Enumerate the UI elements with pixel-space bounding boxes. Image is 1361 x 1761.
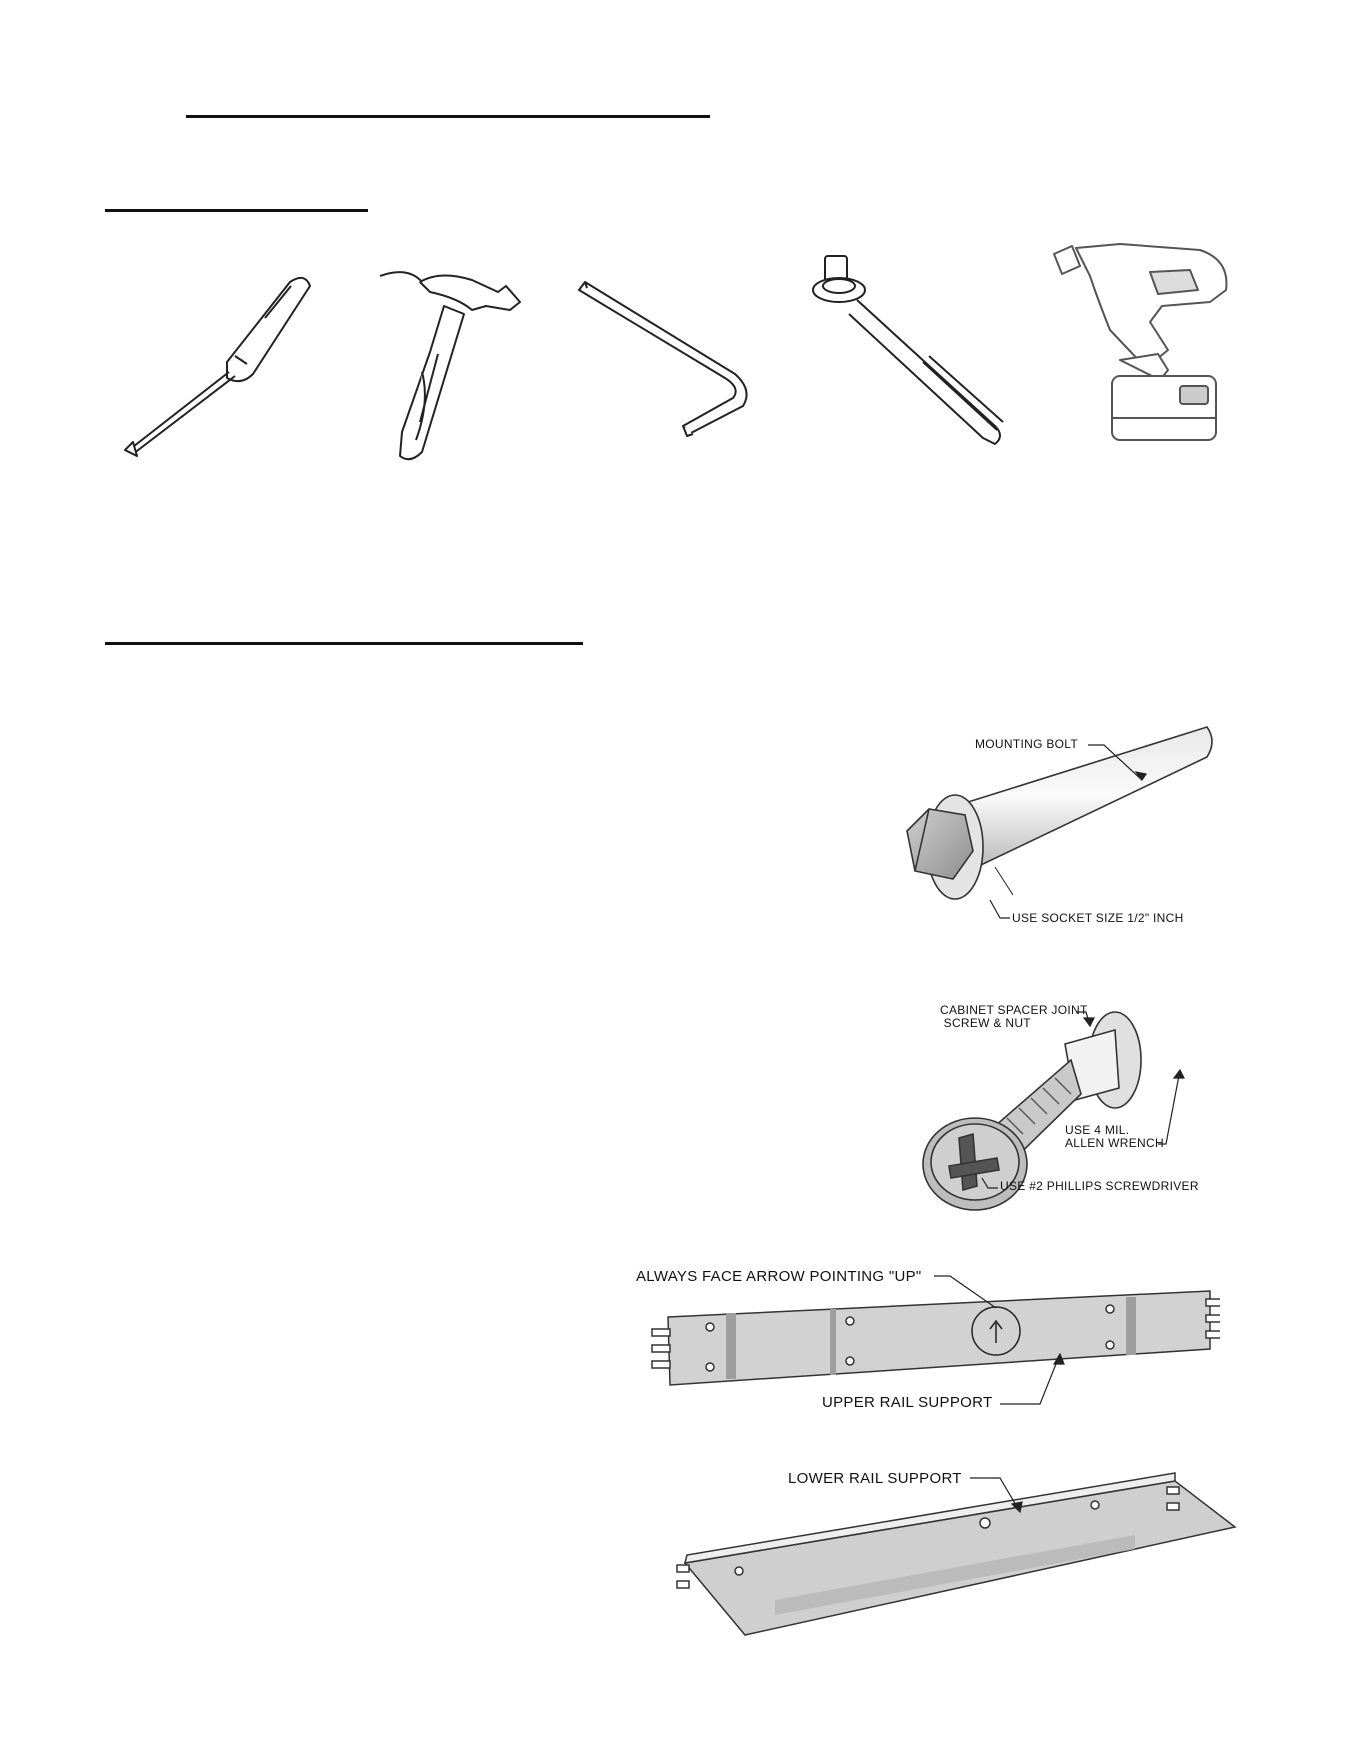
- title-underline: [186, 115, 710, 118]
- upper-rail-support-illustration: [650, 1285, 1220, 1395]
- allen-key-icon: [575, 278, 775, 438]
- cordless-drill-icon: [1050, 240, 1250, 455]
- callout-phillips: USE #2 PHILLIPS SCREWDRIVER: [1000, 1179, 1199, 1193]
- hammer-icon: [360, 262, 530, 467]
- hardware-heading-underline: [105, 642, 583, 645]
- callout-socket-size: USE SOCKET SIZE 1/2" INCH: [1012, 911, 1184, 925]
- callout-lower-rail: LOWER RAIL SUPPORT: [788, 1470, 962, 1487]
- callout-mounting-bolt: MOUNTING BOLT: [975, 737, 1079, 751]
- screwdriver-icon: [115, 260, 315, 460]
- socket-wrench-icon: [805, 250, 1020, 450]
- callout-arrow-up: ALWAYS FACE ARROW POINTING "UP": [636, 1268, 922, 1285]
- callout-allen-wrench: USE 4 MIL. ALLEN WRENCH: [1065, 1123, 1164, 1150]
- lower-rail-support-illustration: [675, 1465, 1240, 1640]
- callout-spacer-joint: CABINET SPACER JOINT SCREW & NUT: [940, 1003, 1088, 1030]
- tools-heading-underline: [105, 209, 368, 212]
- callout-upper-rail: UPPER RAIL SUPPORT: [822, 1394, 993, 1411]
